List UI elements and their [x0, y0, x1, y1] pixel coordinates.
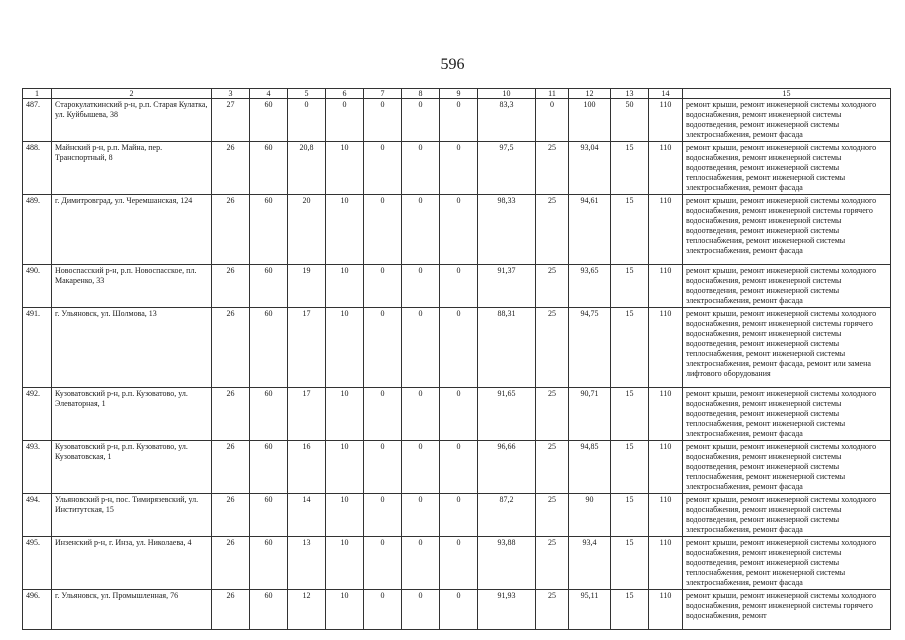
value-cell: 10	[326, 441, 364, 494]
address-cell: Старокулаткинский р-н, р.п. Старая Кулатка, ул. Куйбышева, 38	[52, 99, 212, 142]
value-cell: 110	[649, 441, 683, 494]
value-cell: 0	[440, 142, 478, 195]
address-cell: г. Димитровград, ул. Черемшанская, 124	[52, 195, 212, 265]
value-cell: 60	[250, 494, 288, 537]
row-number-cell: 494.	[23, 494, 52, 537]
value-cell: 0	[440, 265, 478, 308]
value-cell: 87,2	[478, 494, 536, 537]
value-cell: 12	[288, 590, 326, 630]
table-row	[23, 388, 891, 441]
value-cell: 0	[288, 99, 326, 142]
header-cell: 6	[326, 89, 364, 99]
value-cell: 0	[440, 441, 478, 494]
value-cell: 25	[536, 441, 569, 494]
value-cell: 110	[649, 99, 683, 142]
value-cell: 0	[364, 441, 402, 494]
value-cell: 0	[364, 494, 402, 537]
value-cell: 19	[288, 265, 326, 308]
value-cell: 20	[288, 195, 326, 265]
value-cell: 25	[536, 590, 569, 630]
value-cell: 15	[611, 441, 649, 494]
value-cell: 0	[440, 537, 478, 590]
value-cell: 0	[402, 195, 440, 265]
value-cell: 90,71	[569, 388, 611, 441]
row-number-cell: 490.	[23, 265, 52, 308]
table-row	[23, 99, 891, 142]
value-cell: 0	[364, 195, 402, 265]
table-row	[23, 142, 891, 195]
value-cell: 10	[326, 537, 364, 590]
value-cell: 97,5	[478, 142, 536, 195]
value-cell: 0	[402, 494, 440, 537]
value-cell: 93,04	[569, 142, 611, 195]
value-cell: 0	[440, 590, 478, 630]
row-number-cell: 487.	[23, 99, 52, 142]
row-number-cell: 491.	[23, 308, 52, 388]
value-cell: 0	[402, 99, 440, 142]
header-cell: 8	[402, 89, 440, 99]
value-cell: 60	[250, 388, 288, 441]
value-cell: 0	[364, 308, 402, 388]
address-cell: Ульяновский р-н, пос. Тимирязевский, ул. Институтская, 15	[52, 494, 212, 537]
value-cell: 110	[649, 537, 683, 590]
address-cell: Кузоватовский р-н, р.п. Кузоватово, ул. Кузоватовская, 1	[52, 441, 212, 494]
value-cell: 0	[364, 590, 402, 630]
header-cell: 3	[212, 89, 250, 99]
header-cell: 12	[569, 89, 611, 99]
value-cell: 0	[364, 388, 402, 441]
value-cell: 0	[440, 388, 478, 441]
value-cell: 0	[536, 99, 569, 142]
value-cell: 13	[288, 537, 326, 590]
value-cell: 60	[250, 195, 288, 265]
value-cell: 10	[326, 142, 364, 195]
value-cell: 10	[326, 308, 364, 388]
value-cell: 60	[250, 537, 288, 590]
address-cell: Кузоватовский р-н, р.п. Кузоватово, ул. Элеваторная, 1	[52, 388, 212, 441]
value-cell: 10	[326, 590, 364, 630]
value-cell: 95,11	[569, 590, 611, 630]
value-cell: 0	[402, 308, 440, 388]
value-cell: 26	[212, 308, 250, 388]
table-row	[23, 441, 891, 494]
value-cell: 14	[288, 494, 326, 537]
value-cell: 0	[364, 99, 402, 142]
value-cell: 0	[364, 142, 402, 195]
row-number-cell: 492.	[23, 388, 52, 441]
value-cell: 27	[212, 99, 250, 142]
value-cell: 0	[402, 537, 440, 590]
address-cell: Майнский р-н, р.п. Майна, пер. Транспортный, 8	[52, 142, 212, 195]
value-cell: 26	[212, 537, 250, 590]
value-cell: 94,75	[569, 308, 611, 388]
value-cell: 15	[611, 494, 649, 537]
value-cell: 0	[326, 99, 364, 142]
value-cell: 50	[611, 99, 649, 142]
value-cell: 25	[536, 537, 569, 590]
value-cell: 93,88	[478, 537, 536, 590]
value-cell: 15	[611, 265, 649, 308]
value-cell: 110	[649, 494, 683, 537]
value-cell: 15	[611, 590, 649, 630]
table-row	[23, 308, 891, 388]
value-cell: 17	[288, 308, 326, 388]
works-cell: ремонт крыши, ремонт инженерной системы холодного водоснабжения, ремонт инженерной системы водоотведения, ремонт инженерной системы теплоснабжения, ремонт инженерной системы электроснабжения, ремонт фасада	[683, 441, 891, 494]
value-cell: 60	[250, 441, 288, 494]
value-cell: 91,37	[478, 265, 536, 308]
value-cell: 26	[212, 142, 250, 195]
header-cell: 4	[250, 89, 288, 99]
table-row	[23, 590, 891, 630]
value-cell: 88,31	[478, 308, 536, 388]
header-cell: 10	[478, 89, 536, 99]
value-cell: 10	[326, 265, 364, 308]
header-cell: 13	[611, 89, 649, 99]
value-cell: 15	[611, 388, 649, 441]
value-cell: 110	[649, 142, 683, 195]
value-cell: 110	[649, 590, 683, 630]
value-cell: 110	[649, 388, 683, 441]
value-cell: 26	[212, 388, 250, 441]
value-cell: 93,4	[569, 537, 611, 590]
header-cell: 11	[536, 89, 569, 99]
value-cell: 15	[611, 195, 649, 265]
value-cell: 25	[536, 308, 569, 388]
header-cell: 2	[52, 89, 212, 99]
value-cell: 0	[440, 494, 478, 537]
table-row	[23, 494, 891, 537]
value-cell: 10	[326, 494, 364, 537]
value-cell: 91,65	[478, 388, 536, 441]
works-cell: ремонт крыши, ремонт инженерной системы холодного водоснабжения, ремонт инженерной системы водоотведения, ремонт инженерной системы теплоснабжения, ремонт инженерной системы электроснабжения, ремонт фасада	[683, 388, 891, 441]
value-cell: 110	[649, 265, 683, 308]
value-cell: 10	[326, 388, 364, 441]
header-cell: 1	[23, 89, 52, 99]
value-cell: 98,33	[478, 195, 536, 265]
value-cell: 60	[250, 308, 288, 388]
value-cell: 26	[212, 265, 250, 308]
register-table	[22, 88, 891, 630]
value-cell: 110	[649, 308, 683, 388]
value-cell: 100	[569, 99, 611, 142]
value-cell: 0	[440, 99, 478, 142]
header-cell: 7	[364, 89, 402, 99]
row-number-cell: 489.	[23, 195, 52, 265]
header-cell: 9	[440, 89, 478, 99]
value-cell: 26	[212, 195, 250, 265]
value-cell: 0	[402, 265, 440, 308]
value-cell: 25	[536, 142, 569, 195]
table-row	[23, 537, 891, 590]
value-cell: 16	[288, 441, 326, 494]
header-cell: 15	[683, 89, 891, 99]
value-cell: 15	[611, 537, 649, 590]
value-cell: 0	[402, 142, 440, 195]
works-cell: ремонт крыши, ремонт инженерной системы холодного водоснабжения, ремонт инженерной системы водоотведения, ремонт инженерной системы теплоснабжения, ремонт инженерной системы электроснабжения, ремонт фасада	[683, 142, 891, 195]
value-cell: 26	[212, 494, 250, 537]
value-cell: 90	[569, 494, 611, 537]
value-cell: 0	[364, 265, 402, 308]
works-cell: ремонт крыши, ремонт инженерной системы холодного водоснабжения, ремонт инженерной системы водоотведения, ремонт инженерной системы электроснабжения, ремонт фасада	[683, 265, 891, 308]
value-cell: 94,61	[569, 195, 611, 265]
row-number-cell: 488.	[23, 142, 52, 195]
value-cell: 110	[649, 195, 683, 265]
value-cell: 0	[440, 308, 478, 388]
works-cell: ремонт крыши, ремонт инженерной системы холодного водоснабжения, ремонт инженерной системы водоотведения, ремонт инженерной системы электроснабжения, ремонт фасада	[683, 99, 891, 142]
value-cell: 0	[402, 441, 440, 494]
value-cell: 26	[212, 441, 250, 494]
works-cell: ремонт крыши, ремонт инженерной системы холодного водоснабжения, ремонт инженерной системы горячего водоснабжения, ремонт инженерной системы водоотведения, ремонт инженерной системы теплоснабжения, ремонт инженерной системы электроснабжения, ремонт фасада, ремонт или замена лифтового оборудования	[683, 308, 891, 388]
value-cell: 0	[402, 590, 440, 630]
value-cell: 0	[402, 388, 440, 441]
value-cell: 96,66	[478, 441, 536, 494]
value-cell: 25	[536, 265, 569, 308]
value-cell: 93,65	[569, 265, 611, 308]
value-cell: 15	[611, 308, 649, 388]
value-cell: 94,85	[569, 441, 611, 494]
table-row	[23, 265, 891, 308]
value-cell: 0	[364, 537, 402, 590]
value-cell: 60	[250, 590, 288, 630]
value-cell: 0	[440, 195, 478, 265]
works-cell: ремонт крыши, ремонт инженерной системы холодного водоснабжения, ремонт инженерной системы водоотведения, ремонт инженерной системы теплоснабжения, ремонт инженерной системы электроснабжения, ремонт фасада	[683, 537, 891, 590]
header-cell: 5	[288, 89, 326, 99]
value-cell: 91,93	[478, 590, 536, 630]
value-cell: 60	[250, 99, 288, 142]
works-cell: ремонт крыши, ремонт инженерной системы холодного водоснабжения, ремонт инженерной системы водоотведения, ремонт инженерной системы электроснабжения, ремонт фасада	[683, 494, 891, 537]
address-cell: г. Ульяновск, ул. Промышленная, 76	[52, 590, 212, 630]
value-cell: 60	[250, 142, 288, 195]
row-number-cell: 495.	[23, 537, 52, 590]
works-cell: ремонт крыши, ремонт инженерной системы холодного водоснабжения, ремонт инженерной системы горячего водоснабжения, ремонт инженерной системы водоотведения, ремонт инженерной системы теплоснабжения, ремонт инженерной системы электроснабжения, ремонт фасада	[683, 195, 891, 265]
value-cell: 60	[250, 265, 288, 308]
value-cell: 83,3	[478, 99, 536, 142]
value-cell: 15	[611, 142, 649, 195]
value-cell: 25	[536, 388, 569, 441]
value-cell: 20,8	[288, 142, 326, 195]
header-row	[23, 89, 891, 99]
header-cell: 14	[649, 89, 683, 99]
page-number: 596	[440, 56, 465, 73]
value-cell: 26	[212, 590, 250, 630]
address-cell: г. Ульяновск, ул. Шолмова, 13	[52, 308, 212, 388]
value-cell: 17	[288, 388, 326, 441]
row-number-cell: 493.	[23, 441, 52, 494]
address-cell: Инзенский р-н, г. Инза, ул. Николаева, 4	[52, 537, 212, 590]
address-cell: Новоспасский р-н, р.п. Новоспасское, пл. Макаренко, 33	[52, 265, 212, 308]
table-row	[23, 195, 891, 265]
row-number-cell: 496.	[23, 590, 52, 630]
value-cell: 25	[536, 195, 569, 265]
works-cell: ремонт крыши, ремонт инженерной системы холодного водоснабжения, ремонт инженерной системы горячего водоснабжения, ремонт	[683, 590, 891, 630]
value-cell: 10	[326, 195, 364, 265]
value-cell: 25	[536, 494, 569, 537]
